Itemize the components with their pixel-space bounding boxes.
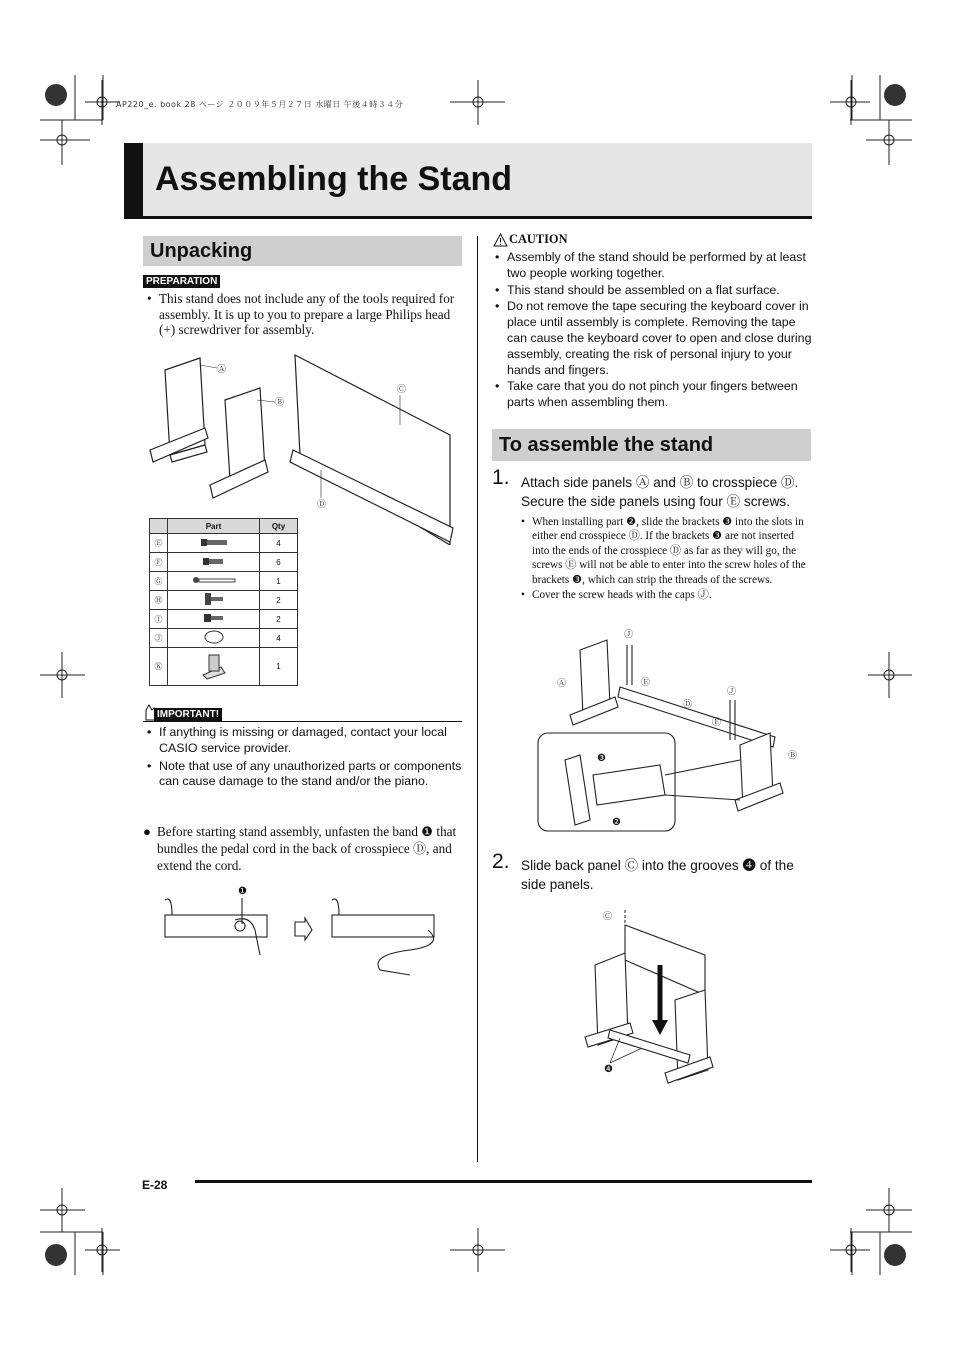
caution-list: • Assembly of the stand should be performed by at least two people working together. • This stand should be assembled on a flat surface. • Do not remove the tape securing the keyboard cover in place until assembly is complete. Removing the tape can cause the keyboard cover to open and close during assembly, creating the risk of personal injury to your hands and fingers. • Take care that you do not pinch your fingers between parts when assembling them. (495, 250, 812, 410)
col-header-qty: Qty (260, 519, 298, 534)
diagram-label-a: Ⓐ (217, 364, 227, 374)
parts-table (149, 518, 298, 686)
title-bar-accent (124, 143, 143, 219)
bracket-icon (199, 651, 229, 681)
long-bolt-icon (191, 575, 237, 585)
step-2-number: 2. (492, 850, 510, 873)
step-2-label-c: Ⓒ (603, 911, 613, 921)
cap-icon (203, 630, 225, 644)
caution-triangle-icon (493, 233, 508, 247)
step-1-label-2: ❷ (612, 817, 621, 828)
diagram-label-c: Ⓒ (397, 384, 407, 394)
step-1-number: 1. (492, 466, 510, 489)
table-row: Ⓗ 2 (150, 591, 298, 610)
important-tag: IMPORTANT! (154, 708, 222, 721)
step-2-diagram (580, 905, 740, 1095)
band-label: ❶ (238, 886, 247, 897)
footer-rule (195, 1180, 812, 1183)
step-1-note-2: Cover the screw heads with the caps Ⓙ. (532, 589, 712, 602)
step-1-text: Attach side panels Ⓐ and Ⓑ to crosspiece Ⓓ. Secure the side panels using four Ⓔ screws. (521, 475, 799, 509)
step-1-label-b: Ⓑ (788, 750, 798, 760)
step-1-notes: • When installing part ❷, slide the brackets ❸ into the slots in either end crosspiece Ⓓ. If the brackets ❸ are not inserted into the ends of the crosspiece Ⓓ as far as they will go, the screws Ⓔ will not be able to enter into the screw holes of the brackets ❸, which can strip the threads of the screws. • Cover the screw heads with the caps Ⓙ. (521, 516, 806, 602)
step-1-label-3: ❸ (597, 753, 606, 764)
unpacking-heading: Unpacking (143, 236, 462, 266)
important-list: • If anything is missing or damaged, contact your local CASIO service provider. • Note that use of any unauthorized parts or components can cause damage to the stand and/or the piano. (147, 725, 462, 789)
short-screw-icon (201, 556, 227, 566)
table-row: Ⓘ 2 (150, 610, 298, 629)
preparation-text: This stand does not include any of the tools required for assembly. It is up to you to prepare a large Philips head (+) screwdriver for assembly. (159, 291, 455, 338)
table-row: Ⓕ 6 (150, 553, 298, 572)
column-divider (477, 236, 478, 1162)
stand-parts-diagram (145, 350, 465, 545)
page-number: E-28 (142, 1178, 168, 1192)
step-2-label-4: ❹ (604, 1064, 613, 1075)
diagram-label-b: Ⓑ (275, 397, 285, 407)
print-header: AP220_e. book 28 ページ ２００９年５月２７日 水曜日 午後４時３４分 (116, 100, 404, 109)
caution-item-3: Do not remove the tape securing the keyboard cover in place until assembly is complete. Removing the tape can cause the keyboard cover to open and close during assembly, creating the risk of personal injury to your hands and fingers. (507, 299, 812, 377)
step-1-label-d: Ⓓ (683, 699, 693, 709)
diagram-label-d: Ⓓ (317, 499, 327, 509)
important-item-1: If anything is missing or damaged, contact your local CASIO service provider. (159, 725, 447, 755)
step-1-label-j-2: Ⓙ (727, 686, 737, 696)
caution-item-1: Assembly of the stand should be performed by at least two people working together. (507, 250, 806, 280)
pedal-cord-diagram (160, 880, 450, 980)
table-row: Ⓚ 1 (150, 648, 298, 686)
important-rule (143, 721, 462, 722)
step-1-label-e-2: Ⓔ (712, 717, 722, 727)
step-1-label-a: Ⓐ (557, 678, 567, 688)
band-note-text: Before starting stand assembly, unfasten the band ❶ that bundles the pedal cord in the back of crosspiece Ⓓ, and extend the cord. (157, 824, 457, 874)
step-1-note-1: When installing part ❷, slide the brackets ❸ into the slots in either end crosspiece Ⓓ. If the brackets ❸ are not inserted into the ends of the crosspiece Ⓓ as far as they will go, the screws Ⓔ will not be able to enter into the screw holes of the brackets ❸, which can strip the threads of the screws. (532, 516, 806, 586)
pan-screw-icon (202, 613, 226, 623)
preparation-tag: PREPARATION (143, 275, 220, 288)
col-header-part: Part (168, 519, 260, 534)
screw-icon (199, 537, 229, 547)
caution-item-2: This stand should be assembled on a flat surface. (507, 282, 780, 297)
assemble-heading: To assemble the stand (492, 429, 811, 461)
table-row: Ⓔ 4 (150, 534, 298, 553)
table-row: Ⓙ 4 (150, 629, 298, 648)
step-1-diagram (535, 625, 810, 835)
thumb-screw-icon (202, 592, 226, 606)
step-1-label-e-1: Ⓔ (641, 677, 651, 687)
table-row: Ⓖ 1 (150, 572, 298, 591)
page-title: Assembling the Stand (155, 160, 513, 198)
preparation-note: • This stand does not include any of the tools required for assembly. It is up to you to prepare a large Philips head (+) screwdriver for assembly. (147, 291, 455, 338)
step-1-label-j-1: Ⓙ (624, 629, 634, 639)
important-item-2: Note that use of any unauthorized parts or components can cause damage to the stand and/or the piano. (159, 758, 462, 789)
caution-heading: CAUTION (509, 232, 568, 246)
caution-item-4: Take care that you do not pinch your fingers between parts when assembling them. (507, 379, 798, 410)
step-2-text: Slide back panel Ⓒ into the grooves ❹ of the side panels. (521, 858, 794, 892)
band-note: ● Before starting stand assembly, unfasten the band ❶ that bundles the pedal cord in the back of crosspiece Ⓓ, and extend the cord. (143, 824, 457, 874)
